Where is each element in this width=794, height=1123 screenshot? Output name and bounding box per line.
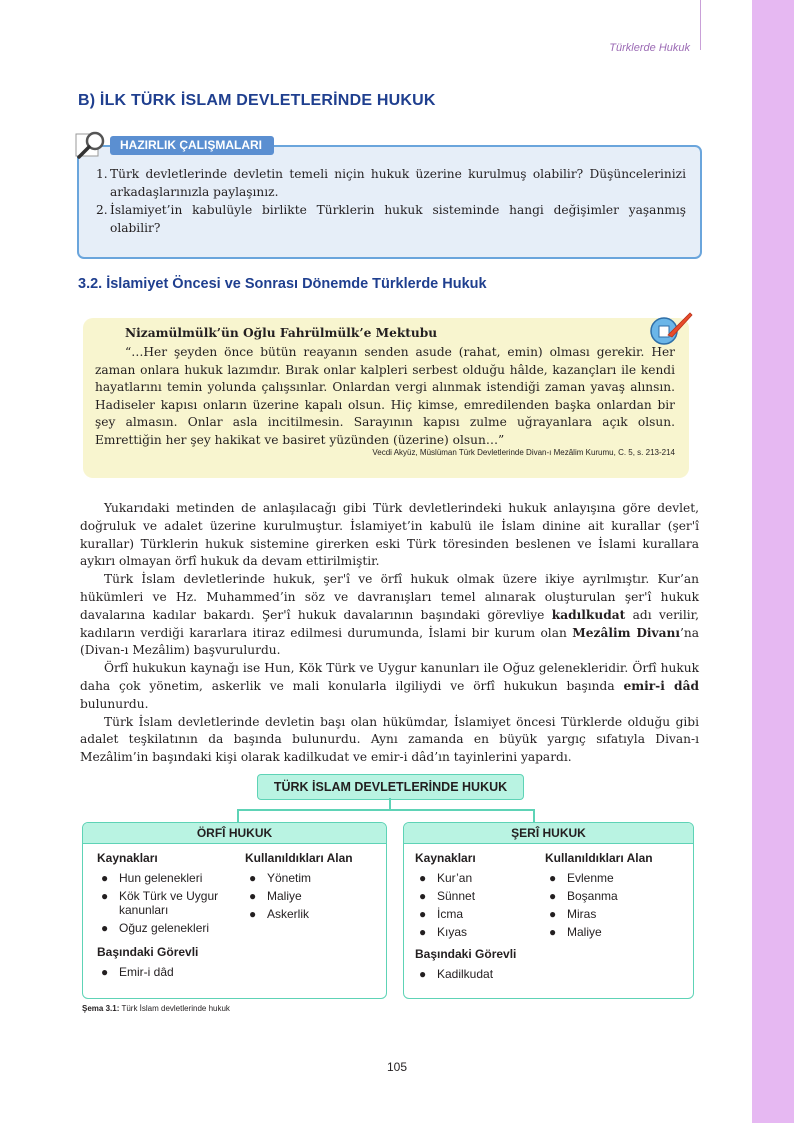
text-run: Türk İslam devletlerinde hukuk, şer'î ve örfî hukuk olmak üzere ikiye ayrılmıştır. Kur’an hükümleri ve Hz. Muhammed’in söz ve davranışları temel alınarak oluşturulan şer'î hukuk davalarına kadılar bakardı. Şer'î hukuk davalarının başındaki görevliye bbox=[80, 572, 699, 622]
item-text: Hun gelenekleri bbox=[119, 871, 203, 885]
item-text: İcma bbox=[437, 907, 464, 921]
subsection-title: 3.2. İslamiyet Öncesi ve Sonrası Dönemde Türklerde Hukuk bbox=[78, 276, 487, 292]
areas-col bbox=[545, 851, 685, 943]
item-text: Evlenme bbox=[567, 871, 614, 885]
item-text: Askerlik bbox=[267, 907, 310, 921]
item-text: Kıyas bbox=[437, 925, 468, 939]
page-number: 105 bbox=[386, 1060, 408, 1074]
text-run: adı verilir, kadıların verdiği kararlara itiraz edilmesi durumunda, İslami bir kurum olan bbox=[80, 607, 699, 640]
list-item: ● Hun gelenekleri bbox=[101, 871, 203, 885]
sources-heading: Kaynakları bbox=[97, 851, 158, 865]
list-number: 1. bbox=[96, 167, 108, 181]
head-heading: Başındaki Görevli bbox=[415, 947, 517, 961]
list-text: Türk devletlerinde devletin temeli niçin hukuk üzerine kurulmuş olabilir? Düşüncelerinizi arkadaşlarınızla paylaşınız. bbox=[110, 167, 686, 199]
list-item: ● İcma bbox=[419, 907, 464, 921]
keyword: kadılkudat bbox=[551, 607, 626, 622]
item-text: Kur’an bbox=[437, 871, 473, 885]
sources-col bbox=[415, 851, 540, 985]
sources-heading: Kaynakları bbox=[415, 851, 476, 865]
list-item: ● Kıyas bbox=[419, 925, 468, 939]
seri-panel bbox=[403, 822, 694, 999]
text-run: ’na (Divan-ı Mezâlim) başvurulurdu. bbox=[80, 625, 699, 658]
orfi-panel bbox=[82, 822, 387, 999]
list-item: ● Maliye bbox=[249, 889, 302, 903]
item-text: Yönetim bbox=[267, 871, 312, 885]
list-item: ● Boşanma bbox=[549, 889, 618, 903]
connector bbox=[237, 809, 239, 823]
item-text: Kadilkudat bbox=[437, 967, 494, 981]
list-item: ● Sünnet bbox=[419, 889, 476, 903]
list-item: ● Miras bbox=[549, 907, 597, 921]
paragraph: Yukarıdaki metinden de anlaşılacağı gibi Türk devletlerindeki hukuk anlayışına göre devlet, doğruluk ve adalet üzerine kurulmuştur. İslamiyet’in kabulü ile İslam dinine ait kurallar (şer'î kurallar) Türklerin hukuk sistemine girerken eski Türk töresinden beslenen ve İslami kurallara aykırı olmayan örfî hukuk da devam ettirilmiştir. bbox=[80, 501, 699, 569]
header-divider bbox=[700, 0, 701, 50]
figure-caption bbox=[82, 1004, 230, 1013]
panel-head: ÖRFÎ HUKUK bbox=[83, 823, 386, 844]
sources-col bbox=[97, 851, 237, 983]
list-text: İslamiyet’in kabulüyle birlikte Türklerin hukuk sisteminde hangi değişimler yaşanmış olabilir? bbox=[110, 203, 686, 235]
list-item: ● Evlenme bbox=[549, 871, 614, 885]
quill-icon bbox=[648, 309, 694, 347]
item-text: Kök Türk ve Uygur kanunları bbox=[119, 889, 219, 917]
prep-list bbox=[96, 165, 686, 237]
panel-head: ŞERÎ HUKUK bbox=[404, 823, 693, 844]
list-item bbox=[96, 165, 686, 201]
caption-label: Şema 3.1: bbox=[82, 1004, 120, 1013]
item-text: Oğuz gelenekleri bbox=[119, 921, 210, 935]
list-item: ● Kök Türk ve Uygur kanunları bbox=[97, 889, 237, 917]
item-text: Sünnet bbox=[437, 889, 476, 903]
section-title: B) İLK TÜRK İSLAM DEVLETLERİNDE HUKUK bbox=[78, 92, 436, 109]
areas-heading: Kullanıldıkları Alan bbox=[545, 851, 653, 865]
list-item: ● Maliye bbox=[549, 925, 602, 939]
list-item: ● Emir-i dâd bbox=[101, 965, 174, 979]
item-text: Maliye bbox=[267, 889, 302, 903]
item-text: Miras bbox=[567, 907, 597, 921]
list-item: ● Kadilkudat bbox=[419, 967, 494, 981]
connector bbox=[237, 809, 535, 811]
body-text bbox=[80, 500, 699, 767]
item-text: Boşanma bbox=[567, 889, 618, 903]
list-item: ● Oğuz gelenekleri bbox=[101, 921, 210, 935]
prep-label: HAZIRLIK ÇALIŞMALARI bbox=[110, 136, 274, 155]
keyword: emir-i dâd bbox=[623, 678, 699, 693]
text-run: bulunurdu. bbox=[80, 696, 149, 711]
diagram-title: TÜRK İSLAM DEVLETLERİNDE HUKUK bbox=[257, 774, 524, 800]
paragraph bbox=[80, 660, 699, 713]
paragraph: Türk İslam devletlerinde devletin başı olan hükümdar, İslamiyet öncesi Türklerde olduğu gibi adalet teşkilatının da başında bulunurdu. Aynı zamanda en büyük yargıç sıfatıyla Divan-ı Mezâlim’in başındaki kişi olarak kadilkudat ve emir-i dâd’ın tayinlerini yapardı. bbox=[80, 714, 699, 765]
magnifier-icon bbox=[74, 130, 108, 160]
list-item bbox=[96, 201, 686, 237]
areas-col bbox=[245, 851, 380, 925]
side-color-bar bbox=[752, 0, 794, 1123]
areas-heading: Kullanıldıkları Alan bbox=[245, 851, 353, 865]
quote-source: Vecdi Akyüz, Müslüman Türk Devletlerinde Divan-ı Mezâlim Kurumu, C. 5, s. 213-214 bbox=[372, 448, 675, 457]
paragraph bbox=[80, 571, 699, 660]
running-head: Türklerde Hukuk bbox=[609, 42, 690, 54]
connector bbox=[533, 809, 535, 823]
item-text: Maliye bbox=[567, 925, 602, 939]
list-item: ● Kur’an bbox=[419, 871, 473, 885]
keyword: Mezâlim Divanı bbox=[572, 625, 680, 640]
item-text: Emir-i dâd bbox=[119, 965, 174, 979]
list-item: ● Yönetim bbox=[249, 871, 312, 885]
head-heading: Başındaki Görevli bbox=[97, 945, 199, 959]
quote-body: “…Her şeyden önce bütün reayanın senden asude (rahat, emin) olması gerekir. Her zaman onlara hukuk lazımdır. Bırak onlar kalpleri serbest olduğu hâlde, kazançları ile kendi hayatlarını temin yolunda çalışsınlar. Onlardan vergi alınmak istendiği zaman yavaş alınsın. Hadiseler kapısı onların üzerine kapalı olsun. Hiç kimse, emredilenden başka onlardan bir şey almasın. Onlar asla incitilmesin. Sarayının kapısı zulme uğrayanlara açık olsun. Emrettiğin her şey hakikat ve basiret yüzünden (üzerine) olsun…” bbox=[95, 345, 675, 447]
list-item: ● Askerlik bbox=[249, 907, 310, 921]
quote-title: Nizamülmülk’ün Oğlu Fahrülmülk’e Mektubu bbox=[125, 326, 438, 340]
caption-text: Türk İslam devletlerinde hukuk bbox=[119, 1004, 230, 1013]
text-run: Örfî hukukun kaynağı ise Hun, Kök Türk ve Uygur kanunları ile Oğuz gelenekleridir. Örfî hukuk daha çok yönetim, askerlik ve mali konularla ilgiliydi ve örfî hukukun başında bbox=[80, 661, 699, 693]
list-number: 2. bbox=[96, 203, 108, 217]
